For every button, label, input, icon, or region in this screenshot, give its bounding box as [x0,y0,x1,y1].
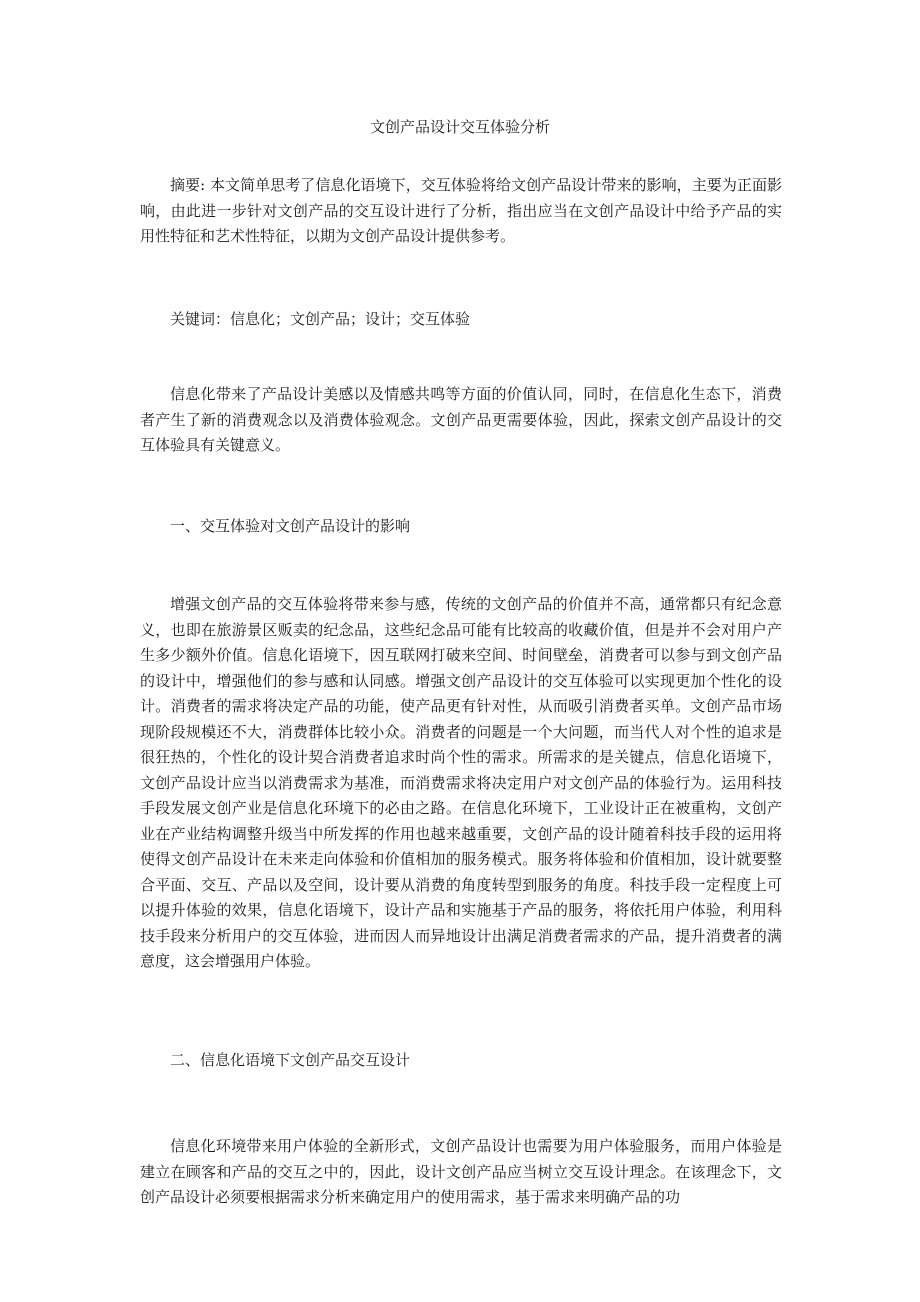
keywords-line: 关键词：信息化；文创产品；设计；交互体验 [170,310,471,328]
section-1-paragraph: 增强文创产品的交互体验将带来参与感，传统的文创产品的价值并不高，通常都只有纪念意义，也即在旅游景区贩卖的纪念品，这些纪念品可能有比较高的收藏价值，但是并不会对用户产生多少额外价值。信息化语境下，因互联网打破来空间、时间壁垒，消费者可以参与到文创产品的设计中，增强他们的参与感和认同感。增强文创产品设计的交互体验可以实现更加个性化的设计。消费者的需求将决定产品的功能，使产品更有针对性，从而吸引消费者买单。文创产品市场现阶段规模还不大，消费群体比较小众。消费者的问题是一个大问题，而当代人对个性的追求是很狂热的，个性化的设计契合消费者追求时尚个性的需求。所需求的是关键点，信息化语境下，文创产品设计应当以消费需求为基准，而消费需求将决定用户对文创产品的体验行为。运用科技手段发展文创产业是信息化环境下的必由之路。在信息化环境下，工业设计正在被重构，文创产业在产业结构调整升级当中所发挥的作用也越来越重要，文创产品的设计随着科技手段的运用将使得文创产品设计在未来走向体验和价值相加的服务模式。服务将体验和价值相加，设计就要整合平面、交互、产品以及空间，设计要从消费的角度转型到服务的角度。科技手段一定程度上可以提升体验的效果，信息化语境下，设计产品和实施基于产品的服务，将依托用户体验，利用科技手段来分析用户的交互体验，进而因人而异地设计出满足消费者需求的产品，提升消费者的满意度，这会增强用户体验。 [140,595,782,970]
abstract-paragraph: 摘要: 本文简单思考了信息化语境下，交互体验将给文创产品设计带来的影响，主要为正面影响，由此进一步针对文创产品的交互设计进行了分析，指出应当在文创产品设计中给予产品的实用性特征和艺术性特征，以期为文创产品设计提供参考。 [140,176,782,245]
section-2-heading: 二、信息化语境下文创产品交互设计 [170,1051,411,1069]
document-title: 文创产品设计交互体验分析 [369,118,550,136]
section-2-paragraph: 信息化环境带来用户体验的全新形式，文创产品设计也需要为用户体验服务，而用户体验是建立在顾客和产品的交互之中的，因此，设计文创产品应当树立交互设计理念。在该理念下，文创产品设计必须要根据需求分析来确定用户的使用需求，基于需求来明确产品的功 [140,1137,782,1206]
intro-paragraph: 信息化带来了产品设计美感以及情感共鸣等方面的价值认同，同时，在信息化生态下，消费者产生了新的消费观念以及消费体验观念。文创产品更需要体验，因此，探索文创产品设计的交互体验具有关键意义。 [140,385,782,454]
section-1-heading: 一、交互体验对文创产品设计的影响 [170,517,411,535]
